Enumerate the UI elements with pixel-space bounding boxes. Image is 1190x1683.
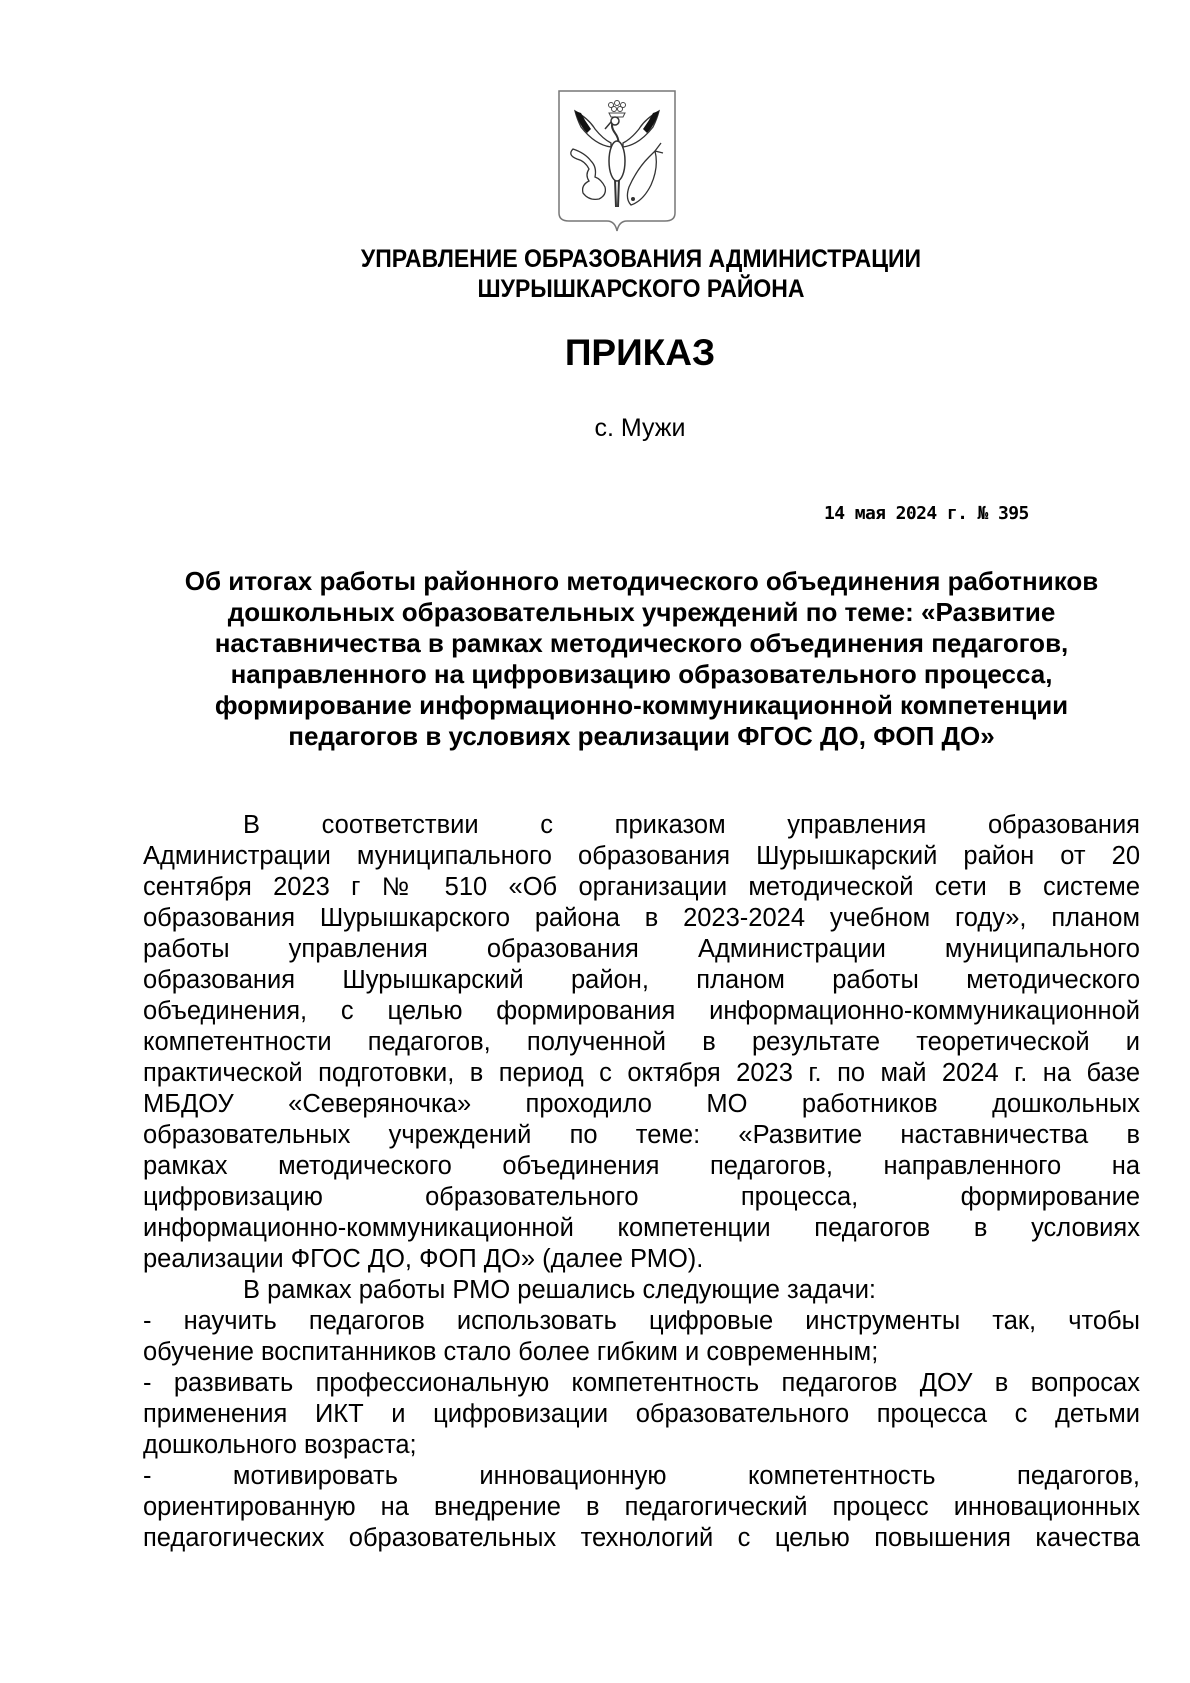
body-line: образовательных учреждений по теме: «Развитие наставничества в — [143, 1121, 1140, 1149]
title-line: формирование информационно-коммуникационной компетенции — [214, 690, 1069, 720]
body-line: образования Шурышкарский район, планом работы методического — [143, 966, 1140, 994]
body-line: Администрации муниципального образования Шурышкарский район от 20 — [143, 842, 1140, 870]
organization-name-line-1: УПРАВЛЕНИЕ ОБРАЗОВАНИЯ АДМИНИСТРАЦИИ — [360, 245, 922, 273]
body-line: педагогических образовательных технологий с целью повышения качества — [143, 1524, 1140, 1552]
body-text — [143, 810, 1140, 1554]
title-line: Об итогах работы районного методического объединения работников — [184, 566, 1099, 596]
title-line: дошкольных образовательных учреждений по теме: «Развитие — [227, 597, 1056, 627]
body-line: ориентированную на внедрение в педагогический процесс инновационных — [143, 1493, 1140, 1521]
title-line: педагогов в условиях реализации ФГОС ДО, ФОП ДО» — [288, 721, 995, 751]
document-type: ПРИКАЗ — [564, 332, 716, 373]
body-line: - развивать профессиональную компетентность педагогов ДОУ в вопросах — [143, 1369, 1140, 1397]
order-title — [143, 566, 1140, 752]
body-line: В рамках работы РМО решались следующие задачи: — [243, 1276, 877, 1304]
body-line: - мотивировать инновационную компетентность педагогов, — [143, 1462, 1140, 1490]
place-of-issue: с. Мужи — [594, 414, 686, 442]
body-line: образования Шурышкарского района в 2023-2024 учебном году», планом — [143, 904, 1140, 932]
body-line: МБДОУ «Северяночка» проходило МО работников дошкольных — [143, 1090, 1140, 1118]
body-line: практической подготовки, в период с октября 2023 г. по май 2024 г. на базе — [143, 1059, 1140, 1087]
date-and-number: 14 мая 2024 г. № 395 — [824, 503, 1029, 524]
organization-name-line-2: ШУРЫШКАРСКОГО РАЙОНА — [477, 275, 805, 303]
body-line: рамках методического объединения педагогов, направленного на — [143, 1152, 1140, 1180]
body-line: дошкольного возраста; — [143, 1431, 417, 1459]
body-line: объединения, с целью формирования информационно-коммуникационной — [143, 997, 1140, 1025]
body-line: цифровизацию образовательного процесса, формирование — [143, 1183, 1140, 1211]
body-line: обучение воспитанников стало более гибким и современным; — [143, 1338, 879, 1366]
organization-name — [0, 244, 1190, 304]
coat-of-arms-icon — [555, 89, 679, 235]
body-line: компетентности педагогов, полученной в результате теоретической и — [143, 1028, 1140, 1056]
body-line: сентября 2023 г № 510 «Об организации методической сети в системе — [143, 873, 1140, 901]
body-line: применения ИКТ и цифровизации образовательного процесса с детьми — [143, 1400, 1140, 1428]
body-line: информационно-коммуникационной компетенции педагогов в условиях — [143, 1214, 1140, 1242]
body-line: - научить педагогов использовать цифровые инструменты так, чтобы — [143, 1307, 1140, 1335]
body-line: В соответствии с приказом управления образования — [243, 811, 1140, 839]
body-line: реализации ФГОС ДО, ФОП ДО» (далее РМО). — [143, 1245, 704, 1273]
title-line: наставничества в рамках методического объединения педагогов, — [214, 628, 1069, 658]
title-line: направленного на цифровизацию образовательного процесса, — [230, 659, 1053, 689]
body-line: работы управления образования Администрации муниципального — [143, 935, 1140, 963]
